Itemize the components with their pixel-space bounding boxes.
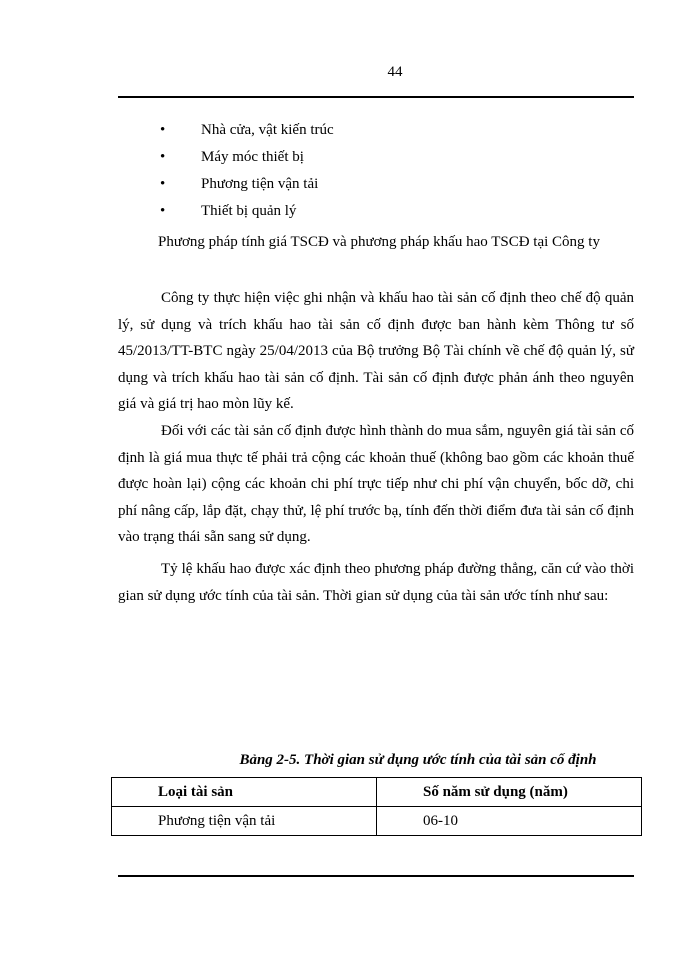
body-paragraph-2: Đối với các tài sản cố định được hình thành do mua sắm, nguyên giá tài sản cố định là giá mua thực tế phải trả cộng các khoản thuế (không bao gồm các khoản thuế được hoàn lại) cộng các khoản chi phí trực tiếp như chi phí vận chuyển, bốc dỡ, chi phí nâng cấp, lắp đặt, chạy thử, lệ phí trước bạ, tính đến thời điểm đưa tài sản cố định vào trạng thái sẵn sang sử dụng. xyxy=(118,423,634,546)
useful-life-table xyxy=(111,777,642,836)
cell-asset-type: Phương tiện vận tải xyxy=(112,807,377,836)
page-number: 44 xyxy=(387,64,403,80)
cell-useful-years: 06-10 xyxy=(377,807,642,836)
list-item-label: Phương tiện vận tải xyxy=(201,176,319,192)
section-heading: Phương pháp tính giá TSCĐ và phương pháp khấu hao TSCĐ tại Công ty xyxy=(158,234,600,250)
list-item-label: Máy móc thiết bị xyxy=(201,149,304,165)
list-item-label: Thiết bị quản lý xyxy=(201,203,297,219)
bullet-icon: • xyxy=(160,149,166,165)
bullet-icon: • xyxy=(160,176,166,192)
footer-rule xyxy=(118,875,634,877)
bullet-icon: • xyxy=(160,203,166,219)
header-rule xyxy=(118,96,634,98)
bullet-icon: • xyxy=(160,122,166,138)
table-row xyxy=(112,807,642,836)
header-asset-type: Loại tài sản xyxy=(112,778,377,807)
body-paragraph-1: Công ty thực hiện việc ghi nhận và khấu hao tài sản cố định theo chế độ quản lý, sử dụng và trích khấu hao tài sản cố định được ban hành kèm Thông tư số 45/2013/TT-BTC ngày 25/04/2013 của Bộ trưởng Bộ Tài chính về chế độ quản lý, sử dụng và trích khấu hao tài sản cố định. Tài sản cố định được phản ánh theo nguyên giá và giá trị hao mòn lũy kế. xyxy=(118,290,634,413)
list-item-label: Nhà cửa, vật kiến trúc xyxy=(201,122,334,138)
header-useful-years: Số năm sử dụng (năm) xyxy=(377,778,642,807)
table-caption: Bảng 2-5. Thời gian sử dụng ước tính của tài sản cố định xyxy=(239,752,597,768)
body-paragraph-3: Tỷ lệ khấu hao được xác định theo phương pháp đường thẳng, căn cứ vào thời gian sử dụng ước tính của tài sản. Thời gian sử dụng của tài sản ước tính như sau: xyxy=(118,561,634,604)
table-header-row xyxy=(112,778,642,807)
